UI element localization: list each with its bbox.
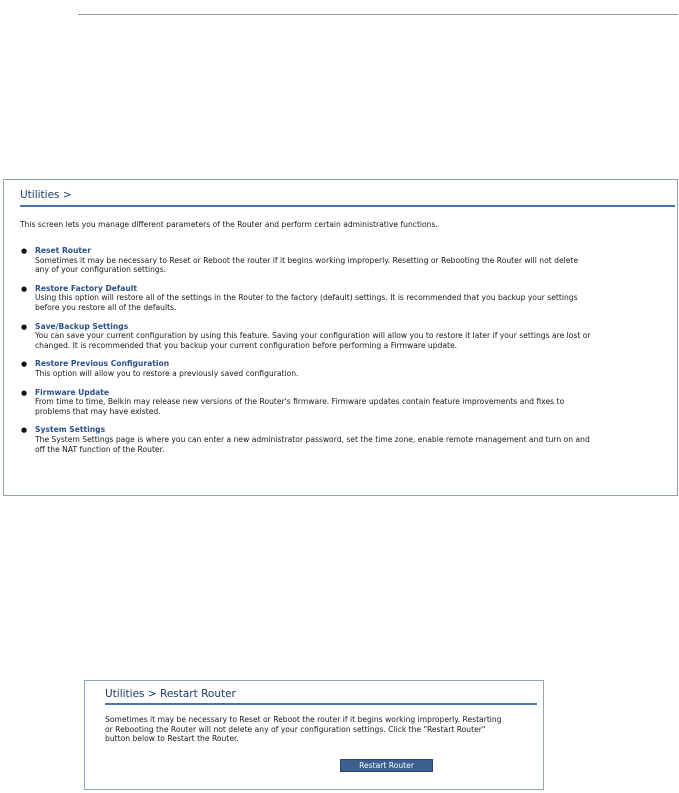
bullet-icon: ● <box>21 322 28 331</box>
system-settings-link[interactable]: System Settings <box>35 425 106 435</box>
item-description: From time to time, Belkin may release new versions of the Router's firmware. Firmware updates contain feature improvements and fixes to problems that may have existed. <box>35 397 565 416</box>
top-divider <box>78 14 678 15</box>
utilities-panel <box>3 179 678 496</box>
bullet-icon: ● <box>21 247 28 255</box>
item-description: This option will allow you to restore a previously saved configuration. <box>35 368 299 378</box>
list-item-restore-factory-default <box>20 284 591 313</box>
restore-factory-default-link[interactable]: Restore Factory Default <box>35 283 137 293</box>
restore-previous-configuration-link[interactable]: Restore Previous Configuration <box>35 359 170 369</box>
save-backup-settings-link[interactable]: Save/Backup Settings <box>35 321 129 331</box>
bullet-icon: ● <box>21 360 28 369</box>
title-divider <box>20 205 675 207</box>
restart-router-button[interactable]: Restart Router <box>340 759 433 772</box>
list-item-system-settings <box>20 425 591 454</box>
reset-router-link[interactable]: Reset Router <box>35 246 91 255</box>
list-item-reset-router <box>20 246 591 275</box>
item-description: The System Settings page is where you can enter a new administrator password, set the time zone, enable remote management and turn on and off the NAT function of the Router. <box>35 434 590 454</box>
item-description: You can save your current configuration by using this feature. Saving your configuration will allow you to restore it later if your settings are lost or changed. It is recommended that you backup your current configuration before performing a Firmware update. <box>35 331 591 350</box>
list-item-restore-previous-configuration <box>20 359 591 378</box>
item-description: Sometimes it may be necessary to Reset or Reboot the router if it begins working improperly. Resetting or Rebooting the Router will not delete any of your configuration settings. <box>35 255 579 275</box>
restart-title-divider <box>105 703 537 705</box>
firmware-update-link[interactable]: Firmware Update <box>35 387 110 397</box>
page-title: Utilities > <box>20 189 72 201</box>
utilities-list <box>20 246 591 454</box>
bullet-icon: ● <box>21 426 28 435</box>
restart-description: Sometimes it may be necessary to Reset or Reboot the router if it begins working improperly. Restarting or Rebooting the Router will not delete any of your configuration settings. Click the "Restart Router" button below to Restart the Router. <box>105 715 502 744</box>
intro-text: This screen lets you manage different parameters of the Router and perform certain administrative functions. <box>20 220 438 229</box>
list-item-firmware-update <box>20 388 591 417</box>
item-description: Using this option will restore all of the settings in the Router to the factory (default) settings. It is recommended that you backup your settings before you restore all of the defaults. <box>35 293 578 312</box>
restart-router-panel <box>84 680 544 790</box>
bullet-icon: ● <box>21 388 28 397</box>
restart-page-title: Utilities > Restart Router <box>105 688 236 700</box>
list-item-save-backup-settings <box>20 322 591 351</box>
bullet-icon: ● <box>21 284 28 293</box>
